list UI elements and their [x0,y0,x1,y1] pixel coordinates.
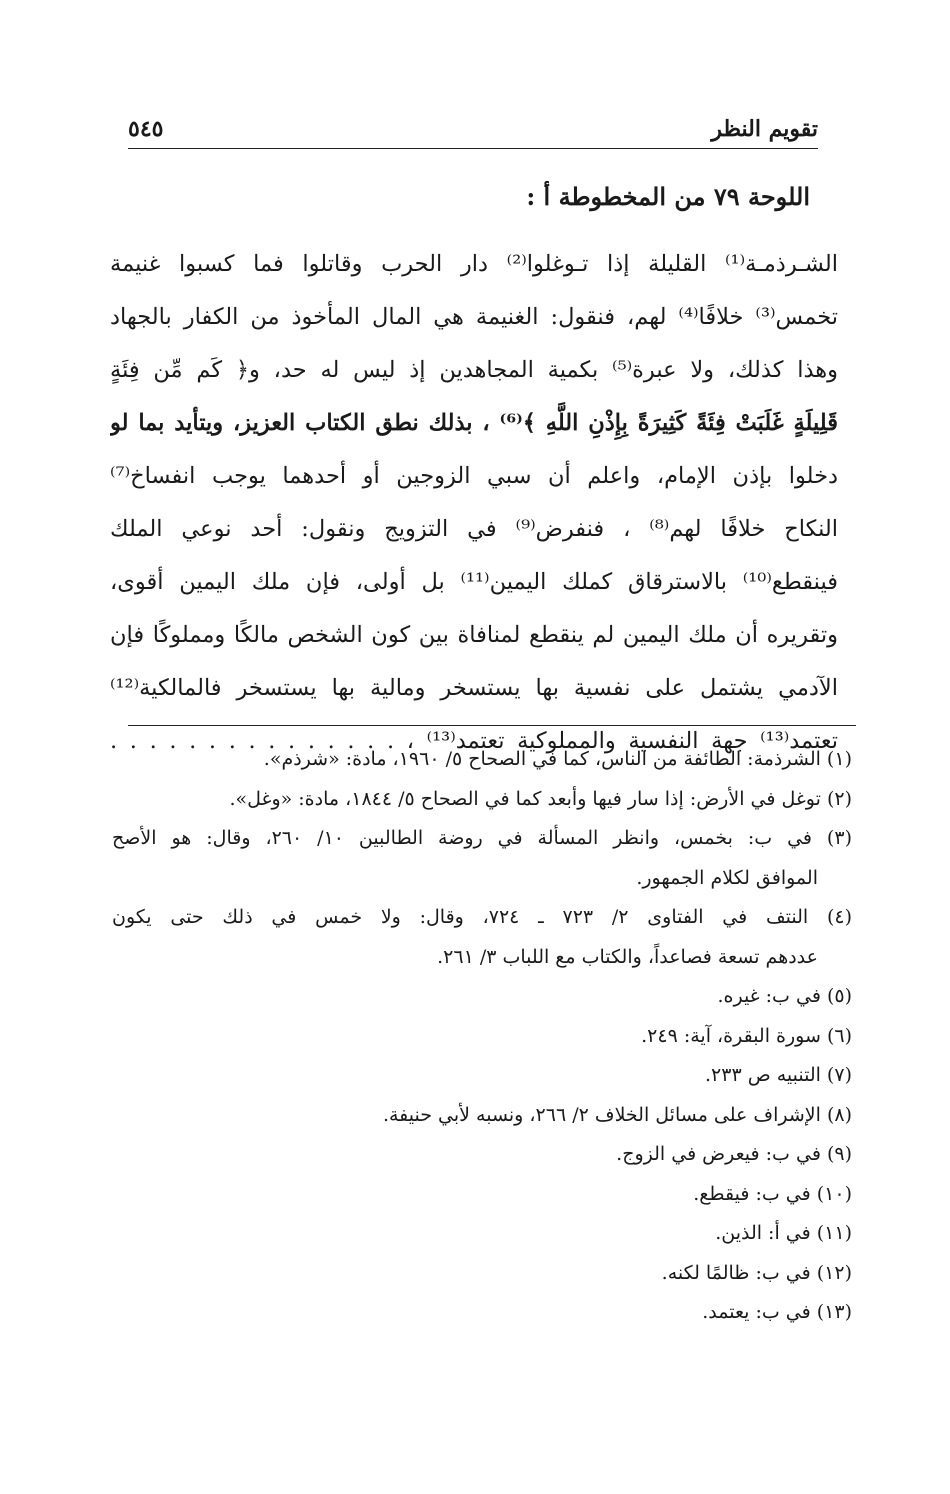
header-rule [128,148,818,149]
body-line: وتقريره أن ملك اليمين لم ينقطع لمنافاة بين كون الشخص مالكًا ومملوكًا فإن [110,622,838,648]
footnote: (١٣) في ب: يعتمد. [702,1301,852,1323]
body-line: تخمس⁽³⁾ خلافًا⁽⁴⁾ لهم، فنقول: الغنيمة هي المال المأخوذ من الكفار بالجهاد [110,304,838,330]
footnote-rule [128,725,856,726]
running-title: تقويم النظر [711,116,818,142]
footnote: (٢) توغل في الأرض: إذا سار فيها وأبعد كما في الصحاح ٥/ ١٨٤٤، مادة: «وغل». [229,787,852,810]
footnote-continuation: الموافق لكلام الجمهور. [636,866,818,889]
footnote: (٥) في ب: غيره. [717,985,852,1007]
body-line: النكاح خلافًا لهم⁽⁸⁾ ، فنفرض⁽⁹⁾ في التزويج ونقول: أحد نوعي الملك [110,516,838,542]
footnote-continuation: عددهم تسعة فصاعداً، والكتاب مع اللباب ٣/ ٢٦١. [437,945,818,968]
page-number: ٥٤٥ [128,116,164,142]
running-header [128,112,818,152]
footnote: (٩) في ب: فيعرض في الزوج. [616,1143,852,1165]
body-line: الآدمي يشتمل على نفسية بها يستسخر ومالية بها يستسخر فالمالكية⁽¹²⁾ [110,675,838,701]
footnote: (٨) الإشراف على مسائل الخلاف ٢/ ٢٦٦، ونسبه لأبي حنيفة. [382,1103,852,1126]
body-line: دخلوا بإذن الإمام، واعلم أن سبي الزوجين أو أحدهما يوجب انفساخ⁽⁷⁾ [110,463,838,489]
body-line: قَلِيلَةٍ غَلَبَتْ فِئَةً كَثِيرَةً بِإِذْنِ اللَّهِ ﴾⁽⁶⁾ ، بذلك نطق الكتاب العزيز، ويتأيد بما لو [110,410,838,436]
footnote: (١٢) في ب: ظالمًا لكنه. [661,1261,852,1284]
footnote: (١١) في أ: الذين. [715,1222,852,1244]
footnote: (٦) سورة البقرة، آية: ٢٤٩. [641,1024,852,1047]
body-text [110,238,838,768]
body-line: وهذا كذلك، ولا عبرة⁽⁵⁾ بكمية المجاهدين إذ ليس له حد، و﴿ كَم مِّن فِئَةٍ [110,357,838,383]
footnote: (١) الشرذمة: الطائفة من الناس، كما في الصحاح ٥/ ١٩٦٠، مادة: «شرذم». [263,748,852,770]
body-line: فينقطع⁽¹⁰⁾ بالاسترقاق كملك اليمين⁽¹¹⁾ بل أولى، فإن ملك اليمين أقوى، [110,569,838,595]
footnote: (٤) النتف في الفتاوى ٢/ ٧٢٣ ـ ٧٢٤، وقال: ولا خمس في ذلك حتى يكون [112,906,852,928]
footnote: (١٠) في ب: فيقطع. [693,1182,852,1205]
footnote: (٣) في ب: بخمس، وانظر المسألة في روضة الطالبين ١٠/ ٢٦٠، وقال: هو الأصح [112,827,852,849]
body-line: تعتمد⁽¹³⁾ جهة النفسية والمملوكية تعتمد⁽¹³⁾ ، . . . . . . . . . . . . . . . [110,728,838,754]
footnotes [112,740,852,1333]
body-line: الشـرذمـة⁽¹⁾ القليلة إذا تـوغلوا⁽²⁾ دار الحرب وقاتلوا فما كسبوا غنيمة [110,251,838,277]
section-heading: اللوحة ٧٩ من المخطوطة أ : [526,182,810,211]
footnote: (٧) التنبيه ص ٢٣٣. [704,1064,852,1086]
